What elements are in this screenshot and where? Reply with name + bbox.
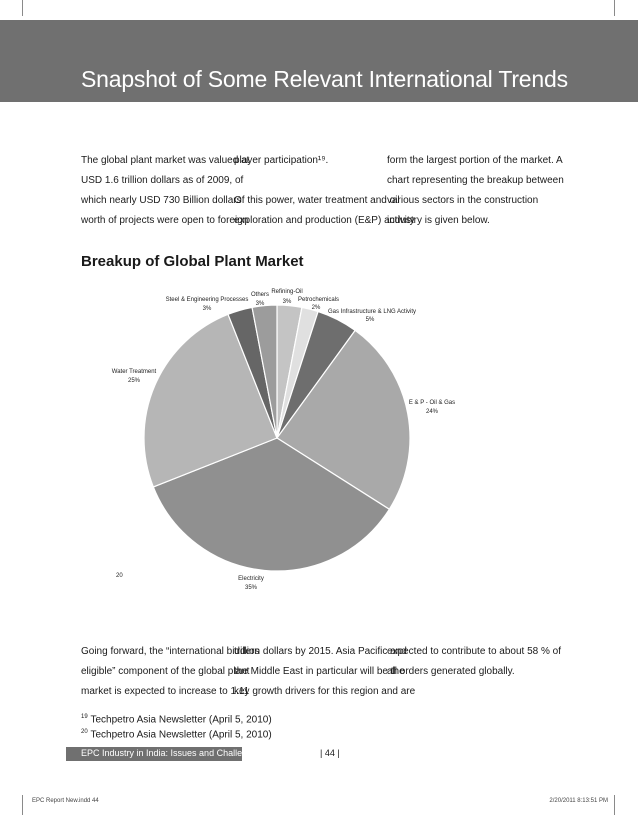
text-line: exploration and production (E&P) activity <box>234 215 415 226</box>
crop-mark <box>22 795 23 815</box>
chart-heading: Breakup of Global Plant Market <box>81 253 304 270</box>
text-line: The global plant market was valued at <box>81 155 250 166</box>
text-line: Of this power, water treatment and oil <box>234 195 400 206</box>
intro-column-1 <box>81 151 250 231</box>
intro-column-3 <box>387 151 564 231</box>
intro-column-2 <box>234 151 415 231</box>
slug-timestamp: 2/20/2011 8:13:51 PM <box>549 798 608 804</box>
text-line: expected to contribute to about 58 % of <box>387 646 562 657</box>
intro-text <box>81 151 564 231</box>
slice-value-label: 24% <box>425 409 439 415</box>
page-number: | 44 | <box>320 748 340 758</box>
page-title: Snapshot of Some Relevant International Trends <box>81 66 568 92</box>
footer-book-title: EPC Industry in India: Issues and Challenges <box>81 748 262 758</box>
footnote <box>81 711 272 726</box>
text-line <box>387 682 533 702</box>
slice-label: Electricity <box>238 576 264 582</box>
text-line: the Middle East in particular will be the <box>234 666 405 677</box>
text-line: player participation¹⁹. <box>234 155 329 166</box>
slug-file: EPC Report New.indd 44 <box>32 798 99 804</box>
slice-value-label: 35% <box>244 585 258 591</box>
slice-label: Steel & Engineering Processes <box>165 297 249 303</box>
slice-value-label: 3% <box>282 299 292 305</box>
footnote <box>81 726 272 741</box>
footnote-text: Techpetro Asia Newsletter (April 5, 2010) <box>90 714 272 726</box>
text-line <box>234 171 380 191</box>
chart-footnote-marker: 20 <box>116 573 123 579</box>
text-line: worth of projects were open to foreign <box>81 215 249 226</box>
pie-chart <box>0 270 638 600</box>
footnotes <box>81 711 272 742</box>
slice-label: E & P - Oil & Gas <box>408 400 456 406</box>
text-line: trillion dollars by 2015. Asia Pacific and <box>234 646 407 657</box>
crop-mark <box>22 0 23 16</box>
crop-mark <box>614 0 615 16</box>
text-line: market is expected to increase to 1.11 <box>81 686 250 697</box>
text-line: all orders generated globally. <box>387 666 515 677</box>
pie-slices <box>144 305 410 571</box>
slice-label: Refining-Oil <box>271 289 303 295</box>
slice-label: Water Treatment <box>111 369 157 375</box>
slice-value-label: 3% <box>202 306 212 312</box>
text-line: Going forward, the “international bidders <box>81 646 260 657</box>
slice-label: Gas Infrastructure & LNG Activity <box>328 309 417 315</box>
slice-label: Others <box>250 292 270 298</box>
closing-column-2 <box>234 642 416 702</box>
text-line: which nearly USD 730 Billion dollars <box>81 195 242 206</box>
crop-mark <box>614 795 615 815</box>
text-line: key growth drivers for this region and are <box>234 686 416 697</box>
slice-value-label: 25% <box>127 378 141 384</box>
slice-label: Petrochemicals <box>298 297 340 303</box>
slice-value-label: 5% <box>365 317 375 323</box>
footnote-text: Techpetro Asia Newsletter (April 5, 2010) <box>90 729 272 741</box>
slice-value-label: 3% <box>255 301 265 307</box>
text-line: various sectors in the construction <box>387 195 539 206</box>
closing-column-3 <box>387 642 562 702</box>
text-line: chart representing the breakup between <box>387 175 564 186</box>
text-line: industry is given below. <box>387 215 490 226</box>
slice-value-label: 2% <box>311 305 321 311</box>
closing-column-1 <box>81 642 260 702</box>
footnote-mark: 20 <box>81 729 88 736</box>
text-line: USD 1.6 trillion dollars as of 2009, of <box>81 175 244 186</box>
closing-text <box>81 642 562 702</box>
text-line: eligible” component of the global plant <box>81 666 250 677</box>
footnote-mark: 19 <box>81 714 88 720</box>
text-line: form the largest portion of the market. A <box>387 155 563 166</box>
